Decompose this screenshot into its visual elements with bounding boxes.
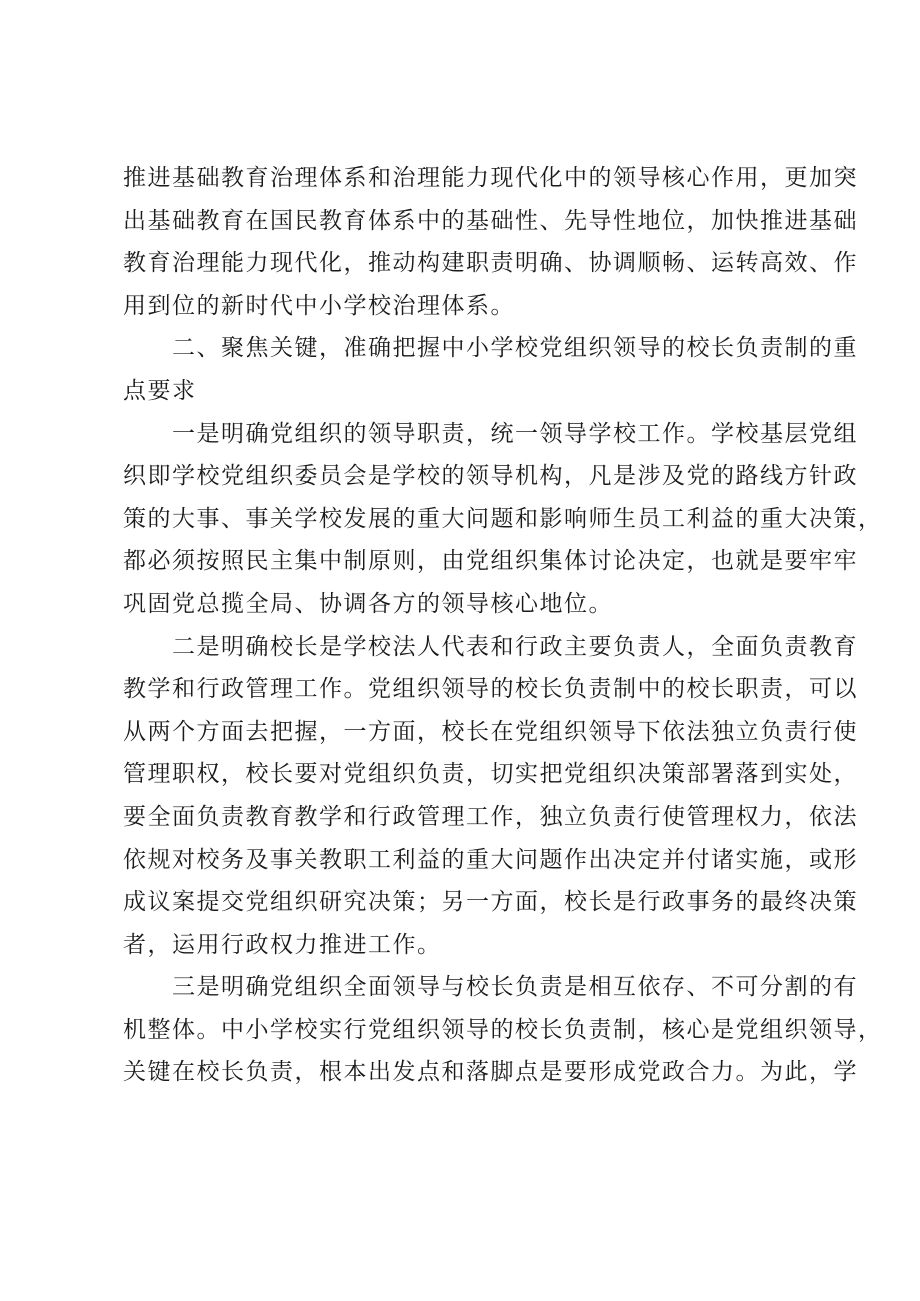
text-line: 关键在校长负责，根本出发点和落脚点是要形成党政合力。为此，学 <box>123 1059 858 1086</box>
text-line: 教学和行政管理工作。党组织领导的校长负责制中的校长职责，可以 <box>123 676 858 703</box>
text-line: 策的大事、事关学校发展的重大问题和影响师生员工利益的重大决策， <box>123 505 883 532</box>
text-line: 依规对校务及事关教职工利益的重大问题作出决定并付诸实施，或形 <box>123 846 858 873</box>
text-line: 机整体。中小学校实行党组织领导的校长负责制，核心是党组织领导， <box>123 1016 883 1043</box>
text-line: 点要求 <box>123 377 197 404</box>
text-line: 巩固党总揽全局、协调各方的领导核心地位。 <box>123 590 613 617</box>
text-line: 二是明确校长是学校法人代表和行政主要负责人，全面负责教育 <box>172 633 858 660</box>
paragraph <box>123 413 883 626</box>
text-line: 者，运用行政权力推进工作。 <box>123 931 442 958</box>
text-line: 用到位的新时代中小学校治理体系。 <box>123 292 515 319</box>
text-line: 教育治理能力现代化，推动构建职责明确、协调顺畅、运转高效、作 <box>123 250 858 277</box>
text-line: 一是明确党组织的领导职责，统一领导学校工作。学校基层党组 <box>172 420 858 447</box>
text-line: 要全面负责教育教学和行政管理工作，独立负责行使管理权力，依法 <box>123 803 858 830</box>
text-line: 三是明确党组织全面领导与校长负责是相互依存、不可分割的有 <box>172 974 858 1001</box>
paragraph <box>123 966 883 1094</box>
text-line: 从两个方面去把握，一方面，校长在党组织领导下依法独立负责行使 <box>123 718 858 745</box>
paragraph-continued <box>123 157 858 327</box>
text-line: 都必须按照民主集中制原则，由党组织集体讨论决定，也就是要牢牢 <box>123 548 858 575</box>
text-line: 推进基础教育治理体系和治理能力现代化中的领导核心作用，更加突 <box>123 165 858 191</box>
section-heading <box>123 327 858 412</box>
document-body <box>123 157 883 1094</box>
paragraph <box>123 626 858 967</box>
text-line: 管理职权，校长要对党组织负责，切实把党组织决策部署落到实处， <box>123 761 858 788</box>
text-line: 成议案提交党组织研究决策；另一方面，校长是行政事务的最终决策 <box>123 889 858 916</box>
text-line: 二、聚焦关键，准确把握中小学校党组织领导的校长负责制的重 <box>172 335 858 362</box>
text-line: 出基础教育在国民教育体系中的基础性、先导性地位，加快推进基础 <box>123 207 858 234</box>
text-line: 织即学校党组织委员会是学校的领导机构，凡是涉及党的路线方针政 <box>123 463 858 490</box>
